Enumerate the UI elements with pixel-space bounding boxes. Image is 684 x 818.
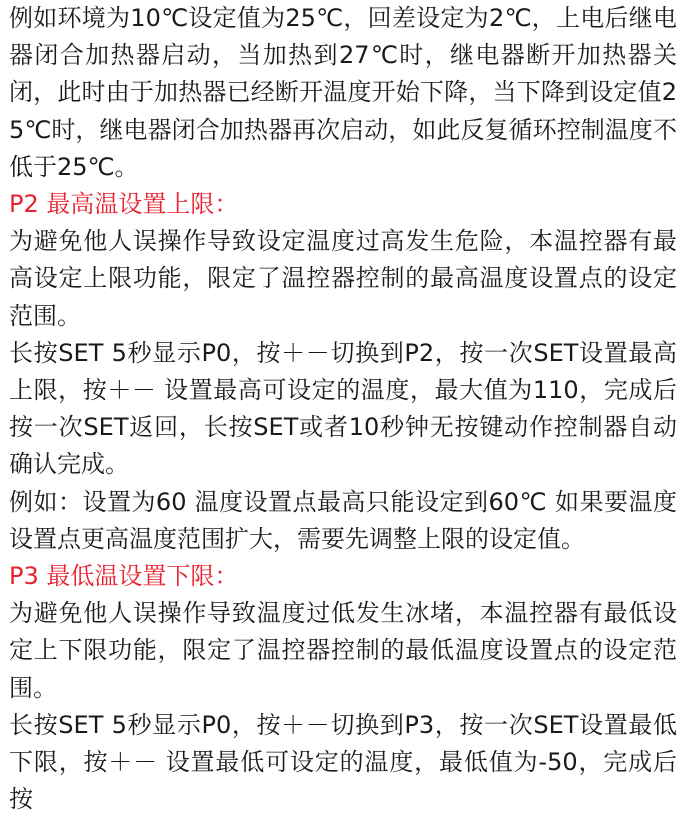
p3-instructions: 长按SET 5秒显示P0，按＋－切换到P3，按一次SET设置最低下限，按＋－ 设置最低可设定的温度，最低值为-50，完成后按 bbox=[9, 710, 677, 814]
p2-heading: P2 最高温设置上限： bbox=[9, 190, 239, 219]
document-body bbox=[9, 0, 677, 818]
p3-heading: P3 最低温设置下限： bbox=[9, 562, 239, 591]
intro-paragraph: 例如环境为10℃设定值为25℃，回差设定为2℃，上电后继电器闭合加热器启动，当加热到27℃时，继电器断开加热器关闭，此时由于加热器已经断开温度开始下降，当下降到设定值25℃时，继电器闭合加热器再次启动，如此反复循环控制温度不低于25℃。 bbox=[9, 4, 677, 181]
p3-description: 为避免他人误操作导致温度过低发生冰堵，本温控器有最低设定上下限功能，限定了温控器控制的最低温度设置点的设定范围。 bbox=[9, 599, 677, 702]
p2-instructions: 长按SET 5秒显示P0，按＋－切换到P2，按一次SET设置最高上限，按＋－ 设置最高可设定的温度，最大值为110，完成后按一次SET返回，长按SET或者10秒钟无按键动作控制器自动确认完成。 bbox=[9, 338, 677, 479]
p2-description: 为避免他人误操作导致设定温度过高发生危险，本温控器有最高设定上限功能，限定了温控器控制的最高温度设置点的设定范围。 bbox=[9, 227, 677, 330]
p2-example: 例如：设置为60 温度设置点最高只能设定到60℃ 如果要温度设置点更高温度范围扩大，需要先调整上限的设定值。 bbox=[9, 487, 677, 553]
